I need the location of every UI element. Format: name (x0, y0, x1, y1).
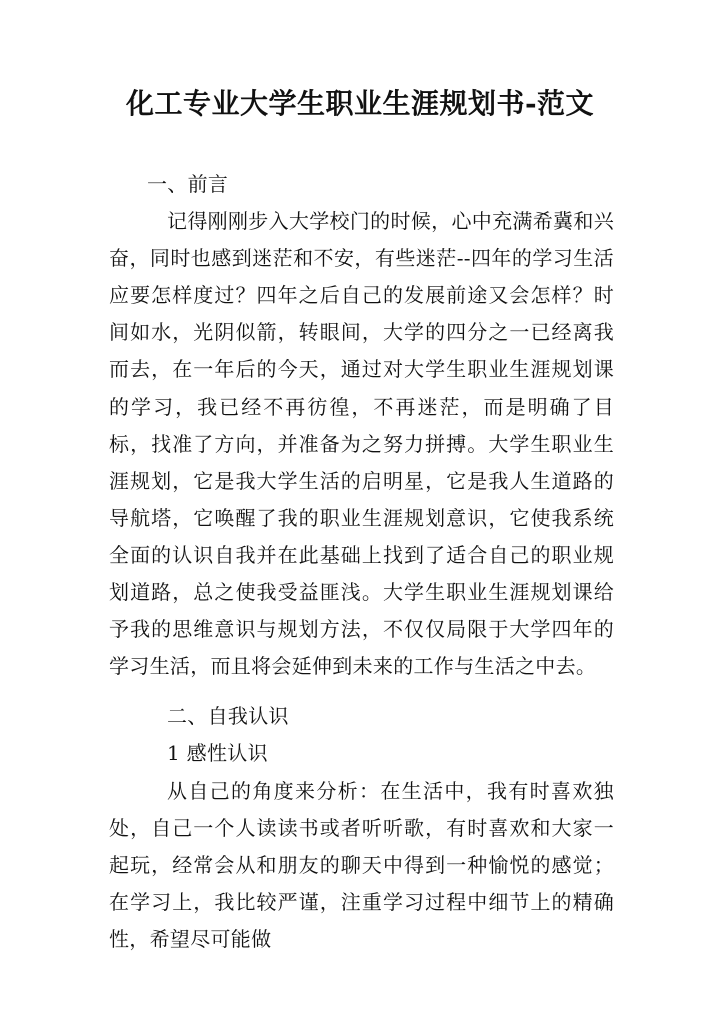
document-body (109, 166, 614, 958)
section-heading-preface: 一、前言 (147, 172, 229, 196)
document-title: 化工专业大学生职业生涯规划书-范文 (125, 87, 595, 120)
subsection-heading-perceptual: 1 感性认识 (167, 741, 268, 766)
perceptual-paragraph: 从自己的角度来分析：在生活中，我有时喜欢独处，自己一个人读读书或者听听歌，有时喜欢和大家一起玩，经常会从和朋友的聊天中得到一种愉悦的感觉；在学习上，我比较严谨，注重学习过程中细节上的精确性，希望尽可能做 (109, 778, 614, 951)
section-heading-self-awareness: 二、自我认识 (167, 704, 289, 729)
preface-paragraph: 记得刚刚步入大学校门的时候，心中充满希冀和兴奋，同时也感到迷茫和不安，有些迷茫--四年的学习生活应要怎样度过？四年之后自己的发展前途又会怎样？时间如水，光阴似箭，转眼间，大学的四分之一已经离我而去，在一年后的今天，通过对大学生职业生涯规划课的学习，我已经不再彷徨，不再迷茫，而是明确了目标，找准了方向，并准备为之努力拼搏。大学生职业生涯规划，它是我大学生活的启明星，它是我人生道路的导航塔，它唤醒了我的职业生涯规划意识，它使我系统全面的认识自我并在此基础上找到了适合自己的职业规划道路，总之使我受益匪浅。大学生职业生涯规划课给予我的思维意识与规划方法，不仅仅局限于大学四年的学习生活，而且将会延伸到未来的工作与生活之中去。 (109, 209, 614, 679)
